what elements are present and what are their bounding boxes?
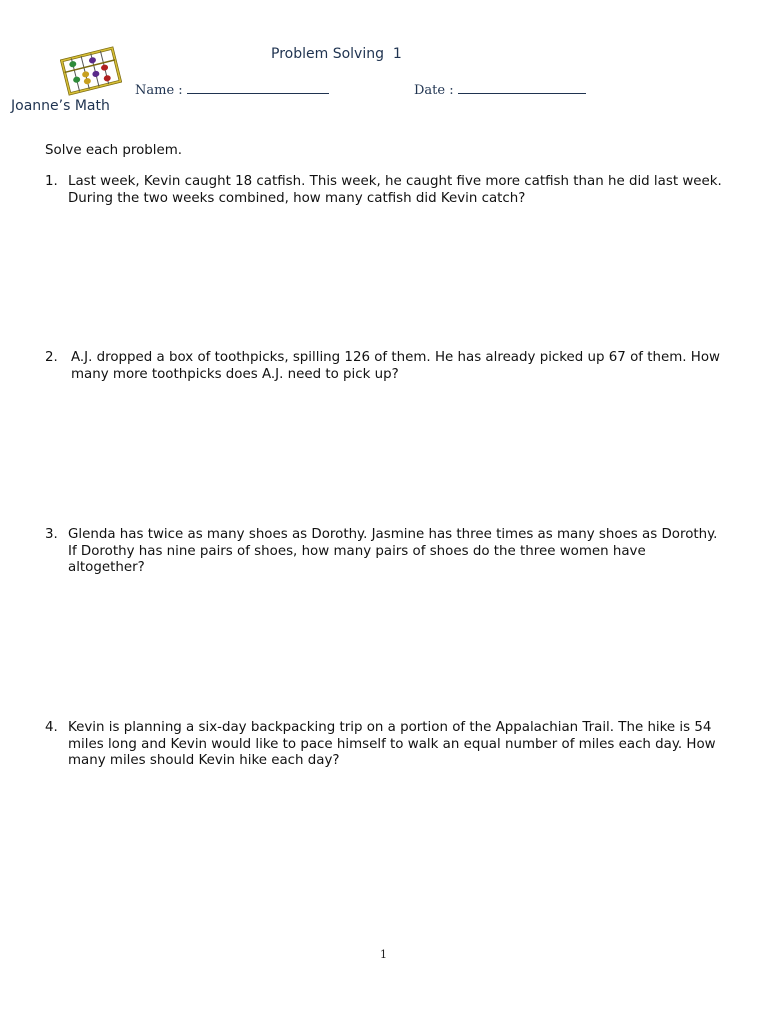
page-title: Problem Solving 1 <box>271 46 402 62</box>
name-label: Name : <box>135 83 183 98</box>
problem-1 <box>45 174 725 207</box>
date-label: Date : <box>414 83 454 98</box>
instructions: Solve each problem. <box>45 143 183 158</box>
problem-number: 2. <box>45 350 58 365</box>
problem-4 <box>45 720 725 770</box>
problem-3 <box>45 527 725 577</box>
date-blank-line[interactable] <box>458 81 586 94</box>
brand-name: Joanne’s Math <box>11 98 110 114</box>
problem-text: Last week, Kevin caught 18 catfish. This week, he caught five more catfish than he did last week. During the two weeks combined, how many catfish did Kevin catch? <box>68 174 722 206</box>
problem-number: 1. <box>45 174 58 189</box>
date-field <box>414 81 586 98</box>
page-number: 1 <box>380 948 387 961</box>
abacus-icon <box>60 46 122 96</box>
problem-number: 3. <box>45 527 58 542</box>
problem-text: A.J. dropped a box of toothpicks, spilling 126 of them. He has already picked up 67 of them. How many more toothpicks does A.J. need to pick up? <box>71 350 720 382</box>
name-blank-line[interactable] <box>187 81 329 94</box>
problem-number: 4. <box>45 720 58 735</box>
problem-text: Kevin is planning a six-day backpacking trip on a portion of the Appalachian Trail. The hike is 54 miles long and Kevin would like to pace himself to walk an equal number of miles each day. How many miles should Kevin hike each day? <box>68 720 716 768</box>
problem-2 <box>45 350 725 383</box>
name-field <box>135 81 329 98</box>
problem-text: Glenda has twice as many shoes as Dorothy. Jasmine has three times as many shoes as Dorothy. If Dorothy has nine pairs of shoes, how many pairs of shoes do the three women have altogether? <box>68 527 718 575</box>
